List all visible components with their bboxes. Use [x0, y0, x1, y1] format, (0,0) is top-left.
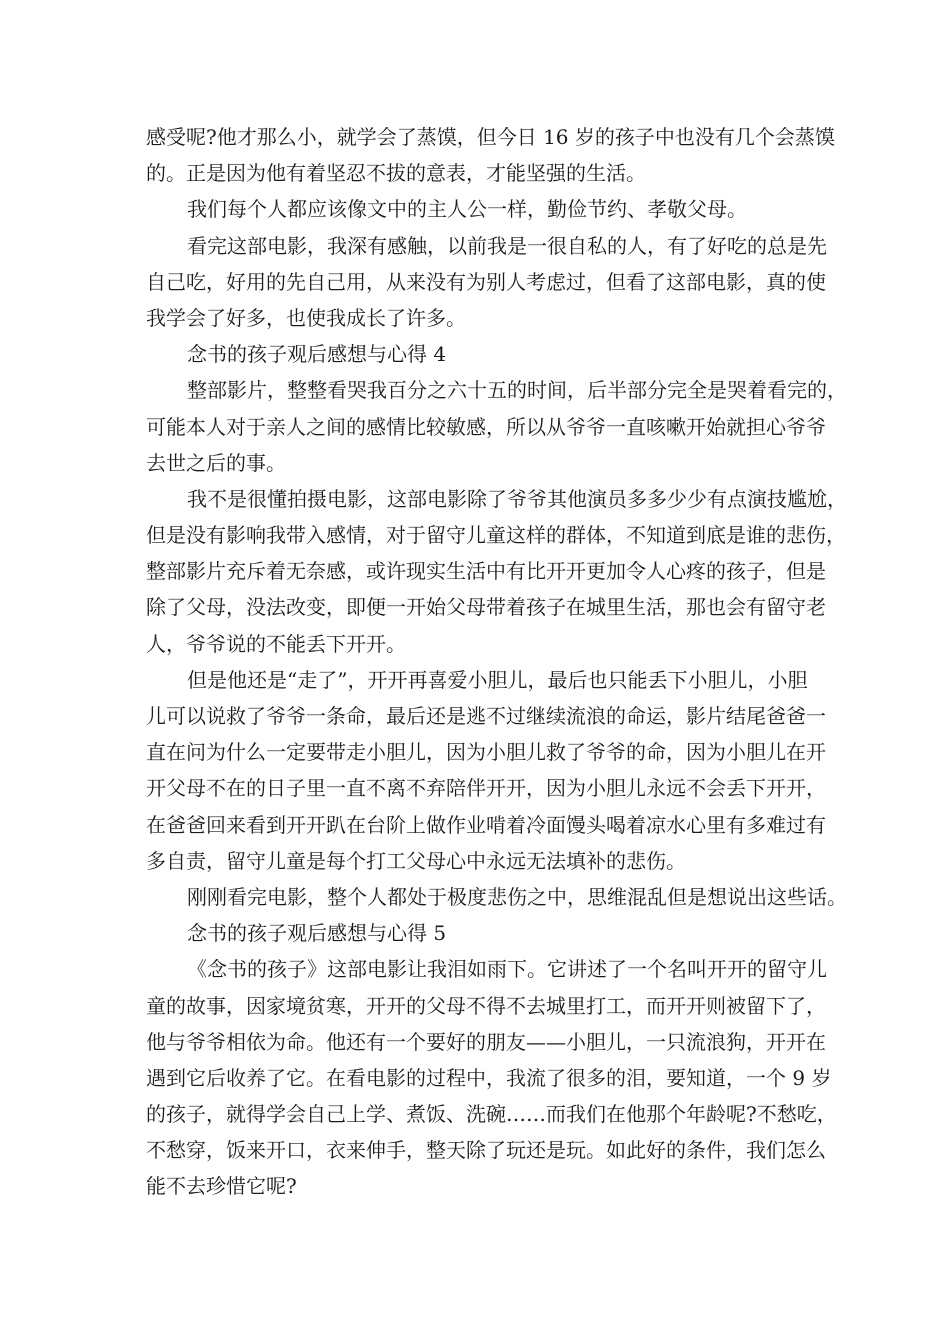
text-line: 去世之后的事。	[146, 450, 286, 475]
section-heading: 念书的孩子观后感想与心得 4	[187, 342, 447, 367]
paragraph-start-line: 刚刚看完电影，整个人都处于极度悲伤之中，思维混乱但是想说出这些话。	[187, 884, 847, 909]
text-line: 自己吃，好用的先自己用，从来没有为别人考虑过，但看了这部电影，真的使	[146, 269, 826, 294]
section-heading: 念书的孩子观后感想与心得 5	[187, 921, 447, 946]
paragraph-start-line: 整部影片，整整看哭我百分之六十五的时间，后半部分完全是哭着看完的，	[187, 378, 847, 403]
text-line: 开父母不在的日子里一直不离不弃陪伴开开，因为小胆儿永远不会丢下开开，	[146, 776, 826, 801]
text-line: 儿可以说救了爷爷一条命，最后还是逃不过继续流浪的命运，影片结尾爸爸一	[146, 704, 826, 728]
text-line: 他与爷爷相依为命。他还有一个要好的朋友——小胆儿，一只流浪狗，开开在	[146, 1029, 826, 1054]
text-line: 的。正是因为他有着坚忍不拔的意表，才能坚强的生活。	[146, 161, 646, 186]
text-line: 童的故事，因家境贫寒，开开的父母不得不去城里打工，而开开则被留下了，	[146, 993, 826, 1018]
paragraph-start-line: 看完这部电影，我深有感触，以前我是一很自私的人，有了好吃的总是先	[187, 233, 827, 258]
text-line: 能不去珍惜它呢?	[146, 1174, 297, 1199]
text-line: 在爸爸回来看到开开趴在台阶上做作业啃着冷面馒头喝着凉水心里有多难过有	[146, 812, 826, 837]
text-line: 的孩子，就得学会自己上学、煮饭、洗碗……而我们在他那个年龄呢?不愁吃，	[146, 1102, 837, 1127]
text-line: 感受呢?他才那么小，就学会了蒸馍，但今日 16 岁的孩子中也没有几个会蒸馍	[146, 125, 835, 149]
paragraph-start-line: 但是他还是“走了”，开开再喜爱小胆儿，最后也只能丢下小胆儿，小胆	[187, 667, 808, 692]
paragraph-start-line: 《念书的孩子》这部电影让我泪如雨下。它讲述了一个名叫开开的留守儿	[187, 957, 827, 982]
text-line: 除了父母，没法改变，即便一开始父母带着孩子在城里生活，那也会有留守老	[146, 595, 826, 620]
document-body	[146, 119, 847, 1205]
paragraph-start-line: 我们每个人都应该像文中的主人公一样，勤俭节约、孝敬父母。	[187, 197, 747, 222]
paragraph-start-line: 我不是很懂拍摄电影，这部电影除了爷爷其他演员多多少少有点演技尴尬，	[187, 486, 847, 511]
text-line: 人，爷爷说的不能丢下开开。	[146, 631, 406, 656]
text-line: 可能本人对于亲人之间的感情比较敏感，所以从爷爷一直咳嗽开始就担心爷爷	[146, 414, 826, 439]
text-line: 但是没有影响我带入感情，对于留守儿童这样的群体，不知道到底是谁的悲伤，	[146, 523, 846, 548]
text-line: 多自责，留守儿童是每个打工父母心中永远无法填补的悲伤。	[146, 848, 686, 873]
text-line: 不愁穿，饭来开口，衣来伸手，整天除了玩还是玩。如此好的条件，我们怎么	[146, 1138, 826, 1163]
text-line: 整部影片充斥着无奈感，或许现实生活中有比开开更加令人心疼的孩子，但是	[146, 559, 826, 584]
text-line: 直在问为什么一定要带走小胆儿，因为小胆儿救了爷爷的命，因为小胆儿在开	[146, 740, 826, 765]
text-line: 遇到它后收养了它。在看电影的过程中，我流了很多的泪，要知道，一个 9 岁	[146, 1065, 832, 1090]
text-line: 我学会了好多，也使我成长了许多。	[146, 305, 466, 330]
